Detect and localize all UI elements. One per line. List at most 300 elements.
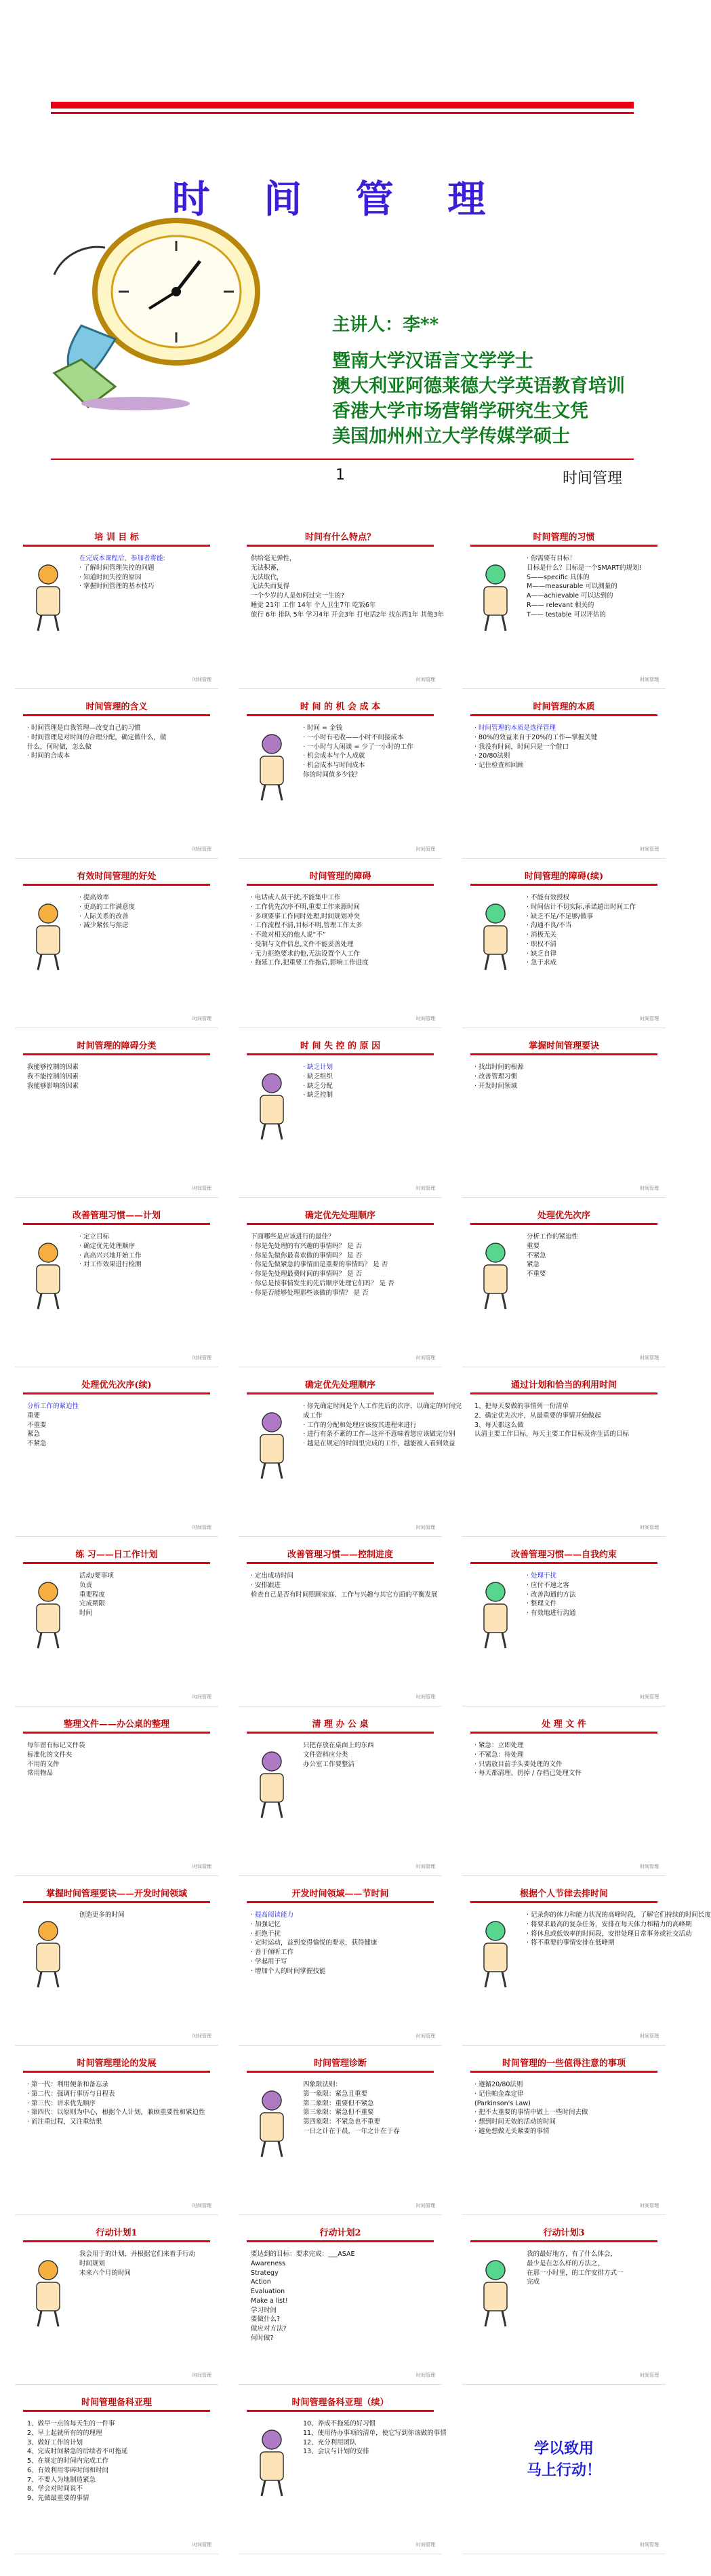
slide-line: 不紧急 [27,1440,47,1448]
slide-title: 时间管理备科亚理 [81,2398,152,2408]
slide-line: 下面哪些是应该进行的最佳？ [251,1233,335,1241]
slide-line: · 急于求成 [527,959,557,967]
slide-line: 3、每天都这么做 [474,1421,524,1429]
slide-title: 时间管理的障碍分类 [77,1041,157,1051]
slide-line: · 开发时间领域 [474,1082,518,1090]
slide-line: R—— relevant 相关的 [527,601,594,609]
clipart-illustration [472,899,519,973]
slide-title-rule [470,1732,657,1734]
slide-body [503,2438,625,2482]
slide-footer: 时间管理 [192,1864,211,1869]
slide-line: 文件资料应分类 [303,1751,348,1759]
slide-line: 分析工作的紧迫性 [27,1403,79,1410]
credential-3: 香港大学市场营销学研究生文凭 [332,401,588,422]
slide-line: 标准化的文件夹 [27,1751,73,1759]
slide-line: 11、使用待办事项的清单，使它写到你该做的事情 [303,2429,447,2437]
slide-line: · 时间管理是自我管理—改变自己的习惯 [27,724,141,732]
slide-line: · 善于倾听工作 [251,1949,294,1957]
clipart-illustration [248,2086,296,2160]
slide-line: · 时间 = 金钱 [303,724,343,732]
slide-thumbnail [239,526,442,689]
slide-line: · 一小时与人闲谈 = 少了一小时的工作 [303,743,413,751]
slide-footer: 时间管理 [416,2203,435,2208]
slide-body [79,2250,211,2278]
slide-line: 我能够控制的因素 [27,1063,79,1071]
slide-line: 7、不要人为地制造紧急 [27,2476,96,2484]
clipart-illustration [24,1577,72,1652]
slide-title-rule [247,1901,434,1903]
slide-thumbnail [15,1373,218,1537]
slide-line: 学以致用 [533,2440,594,2457]
slide-title-rule [470,1392,657,1394]
slide-thumbnail [15,1204,218,1367]
clipart-illustration [472,1577,519,1652]
slide-line: · 缺乏计划 [303,1063,333,1071]
slide-body [527,1232,659,1279]
slide-body [79,1572,211,1618]
slide-line: 我会用于的计划，并根据它们来着手行动 [79,2250,196,2258]
clipart-illustration [24,2255,72,2330]
slide-line: 睡觉 21年 工作 14年 个人卫生7年 吃饭6年 [251,601,376,609]
slide-line: · 避免想做无关紧要的事情 [474,2127,550,2135]
slide-thumbnail [239,1713,442,1876]
slide-line: 要做什么? [251,2316,281,2324]
slide-line: · 定时运动，益到变得愉悦的要求，获得健康 [251,1939,378,1947]
slide-line: 重要 [27,1411,41,1420]
slide-line: 马上行动！ [526,2461,601,2479]
slide-title-rule [470,545,657,547]
slide-footer: 时间管理 [416,677,435,682]
slide-footer: 时间管理 [640,677,659,682]
slide-footer: 时间管理 [416,2373,435,2378]
slide-body [251,554,444,619]
slide-thumbnail [15,1882,218,2046]
slide-line: · 将休息或低效率的时间段，安排处理日常事务或社交活动 [527,1930,692,1938]
slide-body [27,1402,210,1449]
slide-line: · 时间估计不切实际,承诺超出时间工作 [527,903,636,911]
clipart-illustration [24,560,72,634]
slide-thumbnail [462,1373,666,1537]
slide-title: 培 训 目 标 [94,532,139,543]
slide-line: · 职权不清 [527,940,557,948]
slide-line: · 改善管理习惯 [474,1072,518,1080]
slide-line: · 减少紧张与焦虑 [79,922,129,930]
slide-title-rule [470,2240,657,2242]
slide-body [527,1572,659,1618]
slide-footer: 时间管理 [416,1186,435,1191]
slide-body [251,1572,438,1599]
slide-line: · 工作流程不清,目标不明,管理工作太多 [251,922,363,930]
slide-title: 掌握时间管理要诀——开发时间领域 [45,1889,187,1899]
slide-line: · 处理干扰 [527,1572,557,1580]
slide-title-rule [470,2071,657,2073]
clipart-illustration [472,560,519,634]
slide-footer: 时间管理 [416,1016,435,1021]
slide-line: · 对工作效果进行检测 [79,1261,142,1269]
slide-thumbnail [15,526,218,689]
slide-line: · 进行有条不紊的工作—这并不意味着您应该做完分别 [303,1430,455,1439]
slide-title: 时间管理备科亚理（续） [291,2398,389,2408]
clipart-illustration [248,1746,296,1821]
slide-footer: 时间管理 [640,2033,659,2039]
slide-title-rule [23,1732,210,1734]
clipart-illustration [24,1238,72,1312]
slide-line: · 越是在规定的时间里完成的工作，越能被人看到效益 [303,1440,455,1448]
slide-footer: 时间管理 [640,1355,659,1361]
slide-line: · 更高的工作满意度 [79,903,136,911]
slide-thumbnail [462,526,666,689]
cover-title: 时 间 管 理 [171,177,506,222]
cover-footer-title: 时间管理 [563,470,623,487]
slide-line: 做应对方法? [251,2325,287,2333]
slide-body [474,1402,657,1439]
slide-line: · 增加个人的时间掌握技能 [251,1967,326,1975]
slide-title: 改善管理习惯——控制进度 [287,1550,393,1560]
slide-title-rule [247,1392,434,1394]
slide-body [27,1741,210,1778]
slide-title-rule [470,1901,657,1903]
slide-footer: 时间管理 [192,2033,211,2039]
slide-line: 在那一小时里，的工作安排方式一 [527,2269,624,2277]
slide-line: 2、确定优先次序，从最重要的事情开始做起 [474,1411,601,1420]
slide-line: · 整理文件 [527,1600,557,1608]
cover-divider [51,458,634,460]
slide-line: 目标是什么？目标是一个SMART的规划! [527,564,642,572]
slide-footer: 时间管理 [416,2033,435,2039]
speaker: 主讲人：李** [332,315,439,335]
slide-line: A——achievable 可以达到的 [527,592,613,600]
slide-line: · 提高效率 [79,894,110,901]
slide-title-rule [247,884,434,886]
slide-line: · 记住检查和回顾 [474,762,524,770]
slide-body [303,1741,435,1769]
slide-line: 创造更多的时间 [79,1911,125,1919]
slide-line: 每年留有标记文件袋 [27,1742,85,1749]
slide-thumbnail [462,1543,666,1706]
slide-line: 最少是在怎么样的方法之， [527,2259,605,2267]
slide-line: Awareness [251,2259,286,2267]
slide-footer: 时间管理 [640,2373,659,2378]
slide-thumbnail [462,2391,666,2554]
slide-body [527,2250,659,2287]
slide-body [303,2419,447,2457]
slide-line: · 缺乏自律 [527,950,557,958]
slide-line: · 时间的合成本 [27,752,70,760]
slide-line: 一个少岁的人是如何过完一生的? [251,592,345,600]
slide-line: 旅行 6年 排队 5年 学习4年 开会3年 打电话2年 找东西1年 其他3年 [251,610,444,619]
slide-line: 时间规划 [79,2259,106,2267]
slide-line: · 缺乏控制 [303,1091,333,1099]
slide-title: 时间管理的障碍 [309,872,371,882]
slide-footer: 时间管理 [192,1694,211,1700]
slide-line: 我不能控制的因素 [27,1072,79,1080]
slide-thumbnail [239,1373,462,1537]
slide-line: 1、把每天要做的事情列一份清单 [474,1403,569,1410]
slide-title: 时间管理理论的发展 [77,2058,157,2069]
slide-thumbnail [462,865,666,1028]
slide-line: Evaluation [251,2288,285,2296]
slide-title-rule [247,2240,434,2242]
slide-thumbnail [462,1034,666,1198]
slide-body [79,1232,211,1270]
slide-body [27,2080,210,2127]
slide-title-rule [470,1223,657,1225]
clipart-illustration [248,1068,296,1143]
slide-thumbnail [462,2052,666,2215]
slide-line: 四象限法则： [303,2081,342,2088]
slide-title: 时间管理诊断 [313,2058,367,2069]
clipart-illustration [24,899,72,973]
slide-body [527,554,659,619]
slide-title: 改善管理习惯——自我约束 [510,1550,617,1560]
slide-line: · 把不太重要的事情中做上一些时间去做 [474,2109,588,2117]
clipart-illustration [472,1238,519,1312]
slide-title-rule [470,884,657,886]
slide-thumbnail [15,1543,218,1706]
slide-body [79,1911,211,1920]
slide-thumbnail [15,1713,218,1876]
slide-line: 不紧急 [527,1251,546,1260]
credential-2: 澳大利亚阿德莱德大学英语教育培训 [332,376,625,397]
slide-line: · 不能有效授权 [527,894,570,901]
red-rule-thin [51,112,634,114]
slide-body [251,1911,434,1976]
slide-title: 时 间 失 控 的 原 因 [300,1041,381,1051]
slide-body [79,893,211,931]
slide-line: 6、有效利用零碎时间和时间 [27,2466,109,2474]
clipart-illustration [472,1916,519,1991]
slide-line: 3、做好工作的计划 [27,2438,83,2446]
slide-line: 不重要 [527,1270,546,1279]
slide-footer: 时间管理 [192,1186,211,1191]
slide-line: · 第二代：强调行事历与日程表 [27,2090,115,2098]
slide-line: · 第四代：以原则为中心，根据个人计划，兼顾重要性和紧迫性 [27,2109,205,2117]
slide-title: 确定优先处理顺序 [304,1211,375,1221]
slide-title-rule [23,1392,210,1394]
slide-body [303,2080,435,2136]
slide-title: 时间管理的本质 [533,702,595,712]
slide-title-rule [247,1223,434,1225]
slide-line: · 遵循20/80法则 [474,2081,523,2088]
slide-line: · 你需要有目标！ [527,555,576,562]
slide-line: 分析工作的紧迫性 [527,1233,579,1241]
slide-footer: 时间管理 [640,2203,659,2208]
slide-thumbnail [239,695,442,859]
credential-4: 美国加州州立大学传媒学硕士 [332,426,570,447]
slide-title-rule [23,1053,210,1055]
slide-line: 4、完成时间紧急的后续者不可拖延 [27,2448,128,2456]
slide-line: · 受制与文件信息,文件不能妥善处理 [251,940,354,948]
slide-title-rule [23,2071,210,2073]
slide-line: · 每天都清理、扔掉 / 存档已处理文件 [474,1770,582,1778]
slide-title: 确定优先处理顺序 [304,1380,375,1390]
slide-title: 处理优先次序(续) [81,1380,152,1390]
slide-body [251,2250,434,2343]
slide-thumbnail [239,1882,442,2046]
slide-line: · 知道时间失控的原因 [79,573,142,581]
slide-line: · 工作的分配和处理应该按其进程来进行 [303,1421,417,1429]
slide-body [79,554,211,591]
slide-footer: 时间管理 [416,846,435,852]
slide-footer: 时间管理 [640,1016,659,1021]
slide-line: 一日之计在于晨，一年之计在于春 [303,2127,400,2135]
slide-title-rule [247,1732,434,1734]
slide-line: 紧急 [527,1261,540,1269]
slide-line: 5、在规定的时间内完成工作 [27,2457,109,2465]
slide-body [303,1063,435,1100]
slide-title: 时间有什么特点？ [304,532,375,543]
slide-footer: 时间管理 [640,1864,659,1869]
slide-line: · 我没有时间，时间只是一个借口 [474,743,569,751]
slide-line: 成工作 [303,1411,323,1420]
slide-title-rule [23,1223,210,1225]
clipart-illustration [248,1407,296,1482]
slide-line: · 第三代：讲求优先顺序 [27,2099,96,2107]
slide-line: 重要 [527,1242,540,1250]
clipart-illustration [472,2255,519,2330]
slide-line: 只把存放在桌面上的东西 [303,1742,374,1749]
cover-slide [0,0,678,502]
clipart-illustration [24,1916,72,1991]
slide-line: · 电话或人员干扰,不能集中工作 [251,894,341,901]
slide-line: · 只需放目前手头要处理的文件 [474,1760,563,1768]
slide-footer: 时间管理 [640,1186,659,1191]
slide-thumbnail [239,1204,442,1367]
slide-line: 我的最好地方，有了什么体会， [527,2250,617,2258]
slide-line: · 记录你的体力和能力状况的高峰时段，了解它们持续的时间长度 [527,1911,711,1919]
slide-thumbnail [15,2221,218,2385]
slide-body [27,1063,210,1091]
slide-line: 供给毫无弹性， [251,555,296,562]
slide-line: 学习时间 [251,2306,277,2314]
slide-line: · 机会成本与时间成本 [303,762,365,770]
slide-title-rule [470,714,657,716]
slide-line: · 沟通不良/不当 [527,922,572,930]
slide-footer: 时间管理 [416,1525,435,1530]
slide-thumbnail [239,2052,442,2215]
slide-title: 行动计划2 [319,2228,361,2238]
slide-body [251,1232,434,1297]
slide-line: 9、先做最重要的事情 [27,2495,89,2503]
slide-title-rule [247,2071,434,2073]
slide-line: · 时间管理是对时间的合理分配，确定做什么，做 [27,733,167,741]
slide-line: · 而注重过程，又注重结果 [27,2118,102,2126]
slide-line: 无法失而复得 [251,583,290,591]
slide-line: · 拒绝干扰 [251,1930,281,1938]
slide-line: · 定出成功时间 [251,1572,294,1580]
slide-title-rule [23,2410,210,2412]
slide-line: · 20/80法则 [474,752,510,760]
slide-title-rule [23,545,210,547]
slide-line: · 应付不速之客 [527,1581,570,1589]
slide-line: · 找出时间的根源 [474,1063,524,1071]
slide-line: 重要程度 [79,1591,106,1599]
slide-body [474,1063,657,1091]
slide-line: 你的时间值多少钱？ [303,770,361,779]
slide-thumbnail [239,2391,447,2554]
slide-line: · 不敢对相关的他人说“不” [251,931,326,939]
slide-title-rule [247,545,434,547]
slide-footer: 时间管理 [416,1864,435,1869]
slide-line: · 安排跟进 [251,1581,281,1589]
slide-title: 处理优先次序 [537,1211,590,1221]
slide-body [303,724,435,780]
slide-line: 不用的文件 [27,1760,60,1768]
slide-footer: 时间管理 [640,2542,659,2548]
slide-line: 完成 [527,2278,540,2286]
slide-footer: 时间管理 [416,1694,435,1700]
slide-line: · 多项要事工作同时处理,时间规划冲突 [251,912,361,920]
slide-title: 清 理 办 公 桌 [312,1719,369,1730]
slide-line: · 将不重要的事情安排在低峰期 [527,1939,615,1947]
slide-line: · 消极无关 [527,931,557,939]
slide-line: · 第一代：利用便条和备忘录 [27,2081,109,2088]
slide-line: · 你是先处理的有兴趣的事情吗？ 是 否 [251,1242,363,1250]
slide-line: 8、学会对时间说不 [27,2485,83,2493]
slide-line: 第三象限：紧急但不重要 [303,2109,374,2117]
slide-line: · 改善沟通的方法 [527,1591,576,1599]
slide-line: · 提高阅读能力 [251,1911,294,1919]
slide-line: · 加强记忆 [251,1920,281,1928]
slide-thumbnail [15,2391,218,2554]
slide-line: T—— testable 可以评估的 [527,610,606,619]
slide-line: 2、早上起就所有的的理理 [27,2429,102,2437]
slide-body [27,724,210,761]
slide-body [527,1911,711,1948]
slide-line: 何时做? [251,2334,274,2342]
slide-line: 检查自己是否有时间照顾家庭、工作与兴趣与其它方面的平衡发展 [251,1591,438,1599]
slide-line: · 有效地进行沟通 [527,1609,576,1618]
slide-title: 根据个人节律去排时间 [519,1889,608,1899]
slide-line: · 紧急：立即处理 [474,1742,524,1749]
cover-page-number: 1 [336,467,345,484]
slide-line: 第一象限：紧急且重要 [303,2090,368,2098]
slide-line: Make a list! [251,2297,288,2305]
slide-line: 第二象限：重要但不紧急 [303,2099,374,2107]
slide-line: 活动/要事项 [79,1572,114,1580]
slide-footer: 时间管理 [416,2542,435,2548]
slide-thumbnail [239,865,442,1028]
slide-title: 练 习——日工作计划 [75,1550,158,1560]
slide-line: 无法取代， [251,573,283,581]
clipart-illustration [248,729,296,804]
slide-body [27,2419,210,2503]
slide-line: · 定立目标 [79,1233,110,1241]
slide-line: 负责 [79,1581,93,1589]
slide-line: M——measurable 可以测量的 [527,583,617,591]
slide-line: 什么，何时做，怎么做 [27,743,92,751]
slide-title-rule [247,714,434,716]
slide-title-rule [23,2240,210,2242]
credential-1: 暨南大学汉语言文学学士 [332,351,533,372]
slide-title-rule [247,1053,434,1055]
slide-line: Strategy [251,2269,279,2277]
slide-thumbnail [15,2052,218,2215]
slide-footer: 时间管理 [192,1016,211,1021]
slide-line: · 你是否能够处理那些该做的事情？ 是 否 [251,1289,369,1297]
slide-footer: 时间管理 [640,1525,659,1530]
slide-footer: 时间管理 [640,846,659,852]
slide-thumbnail [15,865,218,1028]
slide-line: 13、会议与计划的安排 [303,2448,369,2456]
slide-thumbnail [462,1204,666,1367]
slide-line: · 你是先处理最费时间的事情吗？ 是 否 [251,1270,363,1279]
slide-title: 时间管理的障碍(续) [524,872,604,882]
slide-line: 我能够影响的因素 [27,1082,79,1090]
slide-line: · 工作优先次序不明,重要工作来源时间 [251,903,361,911]
slide-footer: 时间管理 [192,1525,211,1530]
slide-line: · 了解时间管理失控的问题 [79,564,155,572]
